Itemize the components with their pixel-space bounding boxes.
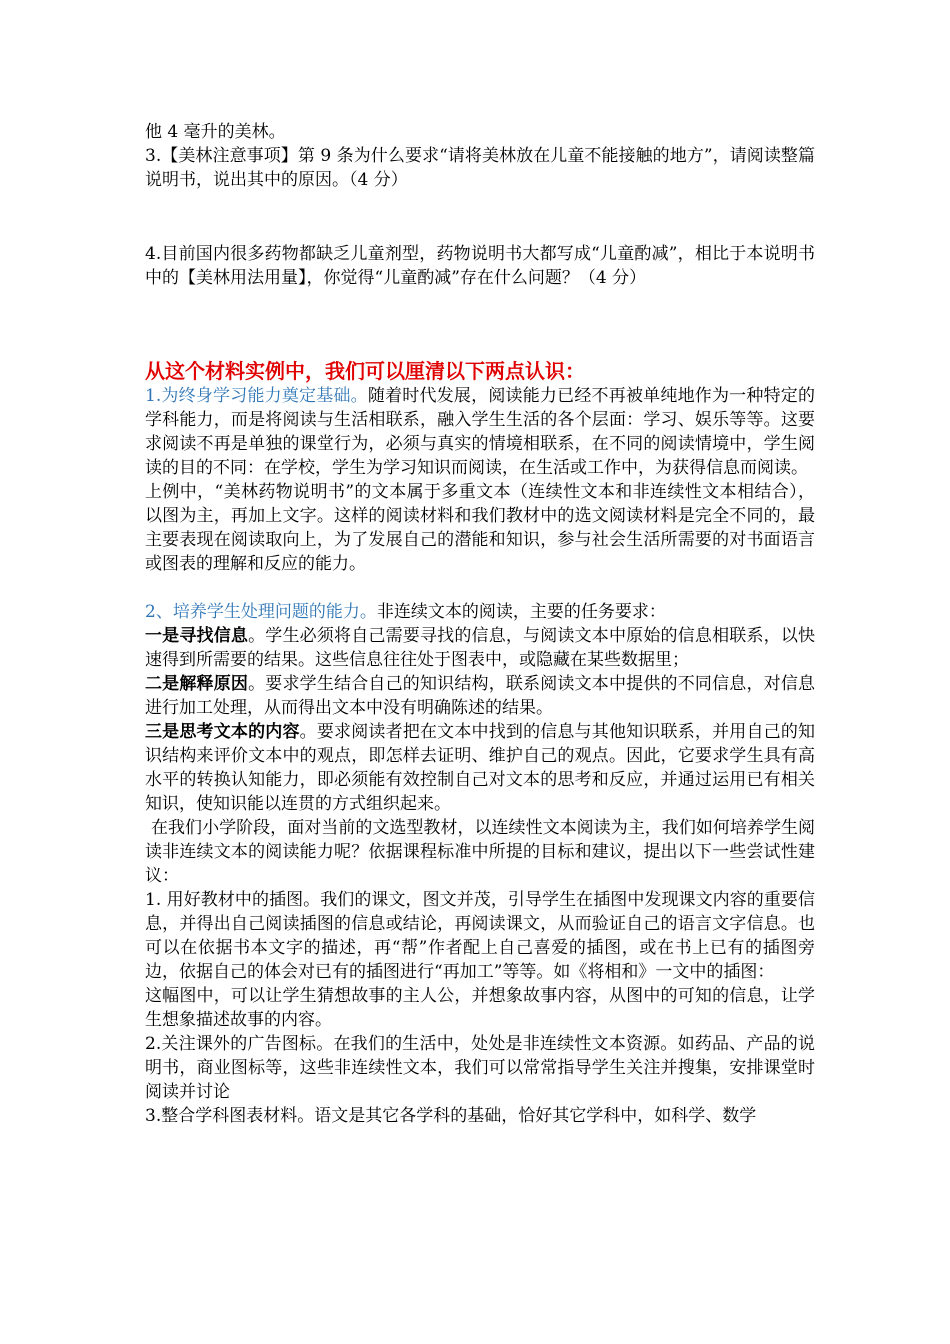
item-text: 。要求阅读者把在文本中找到的信息与其他知识联系，并用自己的知识结构来评价文本中的观点，即怎样去证明、维护自己的观点。因此，它要求学生具有高水平的转换认知能力，即必须能有效控制自己对文本的思考和反应，并通过运用已有相关知识，使知识能以连贯的方式组织起来。 (145, 722, 816, 814)
point-1-paragraph (145, 384, 815, 480)
document-page (145, 120, 815, 1128)
item-text: 。学生必须将自己需要寻找的信息，与阅读文本中原始的信息相联系，以快速得到所需要的结果。这些信息往往处于图表中，或隐藏在某些数据里； (145, 626, 816, 670)
item-text: 。要求学生结合自己的知识结构，联系阅读文本中提供的不同信息，对信息进行加工处理，从而得出文本中没有明确陈述的结果。 (145, 674, 816, 718)
suggestion-1: 1. 用好教材中的插图。我们的课文，图文并茂，引导学生在插图中发现课文内容的重要信息，并得出自己阅读插图的信息或结论，再阅读课文，从而验证自己的语言文字信息。也可以在依据书本文字的描述，再“帮”作者配上自己喜爱的插图，或在书上已有的插图旁边，依据自己的体会对已有的插图进行“再加工”等等。如《将相和》一文中的插图： (145, 890, 815, 982)
suggestions-intro: 在我们小学阶段，面对当前的文选型教材，以连续性文本阅读为主，我们如何培养学生阅读非连续文本的阅读能力呢？依据课程标准中所提的目标和建议，提出以下一些尝试性建议： (145, 818, 815, 886)
spacer (145, 192, 815, 242)
point-2-item-1 (145, 624, 815, 672)
point-2-body: 非连续文本的阅读，主要的任务要求： (376, 602, 666, 622)
section-heading: 从这个材料实例中，我们可以厘清以下两点认识： (145, 359, 585, 383)
question-4: 4.目前国内很多药物都缺乏儿童剂型，药物说明书大都写成“儿童酌减”，相比于本说明书中的【美林用法用量】，你觉得“儿童酌减”存在什么问题？（4 分） (145, 244, 815, 288)
point-1-title: 1.为终身学习能力奠定基础。 (145, 386, 368, 406)
item-label: 二是解释原因 (145, 674, 249, 694)
point-2-item-3 (145, 720, 815, 816)
suggestion-2: 2.关注课外的广告图标。在我们的生活中，处处是非连续性文本资源。如药品、产品的说明书，商业图标等，这些非连续性文本，我们可以常常指导学生关注并搜集，安排课堂时阅读并讨论 (145, 1034, 815, 1102)
question-3: 3.【美林注意事项】第 9 条为什么要求“请将美林放在儿童不能接触的地方”，请阅读整篇说明书，说出其中的原因。（4 分） (145, 146, 815, 190)
point-1-body: 随着时代发展，阅读能力已经不再被单纯地作为一种特定的学科能力，而是将阅读与生活相联系，融入学生生活的各个层面：学习、娱乐等等。这要求阅读不再是单独的课堂行为，必须与真实的情境相联系，在不同的阅读情境中，学生阅读的目的不同：在学校，学生为学习知识而阅读，在生活或工作中，为获得信息而阅读。 (145, 386, 815, 478)
item-label: 三是思考文本的内容 (145, 722, 300, 742)
suggestion-3: 3.整合学科图表材料。语文是其它各学科的基础，恰好其它学科中，如科学、数学 (145, 1106, 757, 1126)
point-2-paragraph (145, 600, 815, 624)
point-1-example: 上例中，“美林药物说明书”的文本属于多重文本（连续性文本和非连续性文本相结合），以图为主，再加上文字。这样的阅读材料和我们教材中的选文阅读材料是完全不同的，最主要表现在阅读取向上，为了发展自己的潜能和知识，参与社会生活所需要的对书面语言或图表的理解和反应的能力。 (145, 482, 815, 574)
suggestion-1-detail: 这幅图中，可以让学生猜想故事的主人公，并想象故事内容，从图中的可知的信息，让学生想象描述故事的内容。 (145, 986, 815, 1030)
line-l1: 他 4 毫升的美林。 (145, 122, 286, 142)
spacer (145, 576, 815, 600)
point-2-title: 2、培养学生处理问题的能力。 (145, 602, 377, 622)
point-2-item-2 (145, 672, 815, 720)
item-label: 一是寻找信息 (145, 626, 249, 646)
spacer (145, 290, 815, 358)
